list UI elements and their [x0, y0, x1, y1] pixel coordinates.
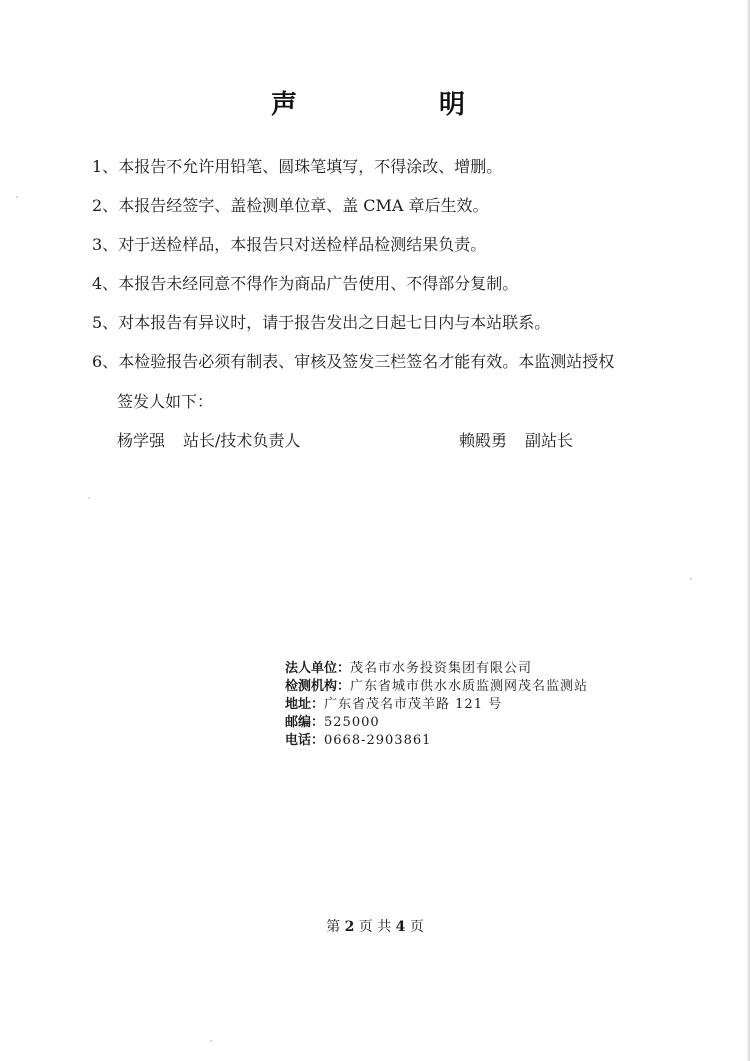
- clause-number: 4、: [92, 274, 119, 293]
- clause-number: 6、: [92, 352, 119, 371]
- page-suffix: 页: [409, 919, 424, 935]
- scan-speck: [690, 578, 692, 580]
- page-mid: 页 共: [358, 919, 392, 935]
- clause-6: [92, 352, 692, 372]
- phone-value: 0668-2903861: [324, 733, 432, 748]
- page-total: 4: [395, 919, 406, 935]
- testing-org-row: [285, 678, 588, 696]
- clause-number: 3、: [92, 235, 119, 254]
- address-value: 广东省茂名市茂羊路 121 号: [324, 697, 503, 712]
- clause-text: 对本报告有异议时，请于报告发出之日起七日内与本站联系。: [118, 313, 551, 332]
- clause-list: [92, 157, 692, 391]
- signatory-title: 副站长: [525, 431, 574, 450]
- clause-text: 本报告不允许用铅笔、圆珠笔填写，不得涂改、增删。: [118, 157, 503, 176]
- clause-5: [92, 313, 692, 333]
- testing-org-label: 检测机构：: [285, 679, 351, 694]
- clause-text: 本报告经签字、盖检测单位章、盖 CMA 章后生效。: [118, 196, 489, 215]
- clause-number: 2、: [92, 196, 119, 215]
- page-number: [0, 918, 750, 936]
- page-title: 声 明: [270, 90, 523, 120]
- clause-text: 本检验报告必须有制表、审核及签发三栏签名才能有效。本监测站授权: [118, 352, 615, 371]
- postcode-row: [285, 714, 588, 732]
- clause-4: [92, 274, 692, 294]
- clause-text: 本报告未经同意不得作为商品广告使用、不得部分复制。: [118, 274, 519, 293]
- address-label: 地址：: [285, 697, 325, 712]
- postcode-value: 525000: [324, 715, 380, 730]
- phone-label: 电话：: [285, 733, 325, 748]
- postcode-label: 邮编：: [285, 715, 325, 730]
- scan-speck: [16, 196, 18, 198]
- page-prefix: 第: [326, 919, 341, 935]
- scan-speck: [88, 497, 90, 499]
- contact-info-block: [285, 660, 588, 750]
- phone-row: [285, 732, 588, 750]
- clause-number: 5、: [92, 313, 119, 332]
- clause-2: [92, 196, 692, 216]
- signatory-name: 赖殿勇: [459, 431, 508, 450]
- signatory-2: [459, 431, 573, 451]
- legal-unit-label: 法人单位：: [285, 661, 351, 676]
- address-row: [285, 696, 588, 714]
- legal-unit-row: [285, 660, 588, 678]
- clause-number: 1、: [92, 157, 119, 176]
- clause-text: 对于送检样品，本报告只对送检样品检测结果负责。: [118, 235, 487, 254]
- clause-3: [92, 235, 692, 255]
- signatory-title: 站长/技术负责人: [183, 431, 301, 450]
- clause-1: [92, 157, 692, 177]
- clause-6-continued: 签发人如下：: [117, 392, 214, 411]
- page-current: 2: [344, 919, 355, 935]
- signatory-name: 杨学强: [117, 431, 166, 450]
- legal-unit-value: 茂名市水务投资集团有限公司: [350, 661, 533, 676]
- signatory-1: [117, 431, 300, 451]
- scan-speck: [210, 1040, 212, 1042]
- testing-org-value: 广东省城市供水水质监测网茂名监测站: [350, 679, 589, 694]
